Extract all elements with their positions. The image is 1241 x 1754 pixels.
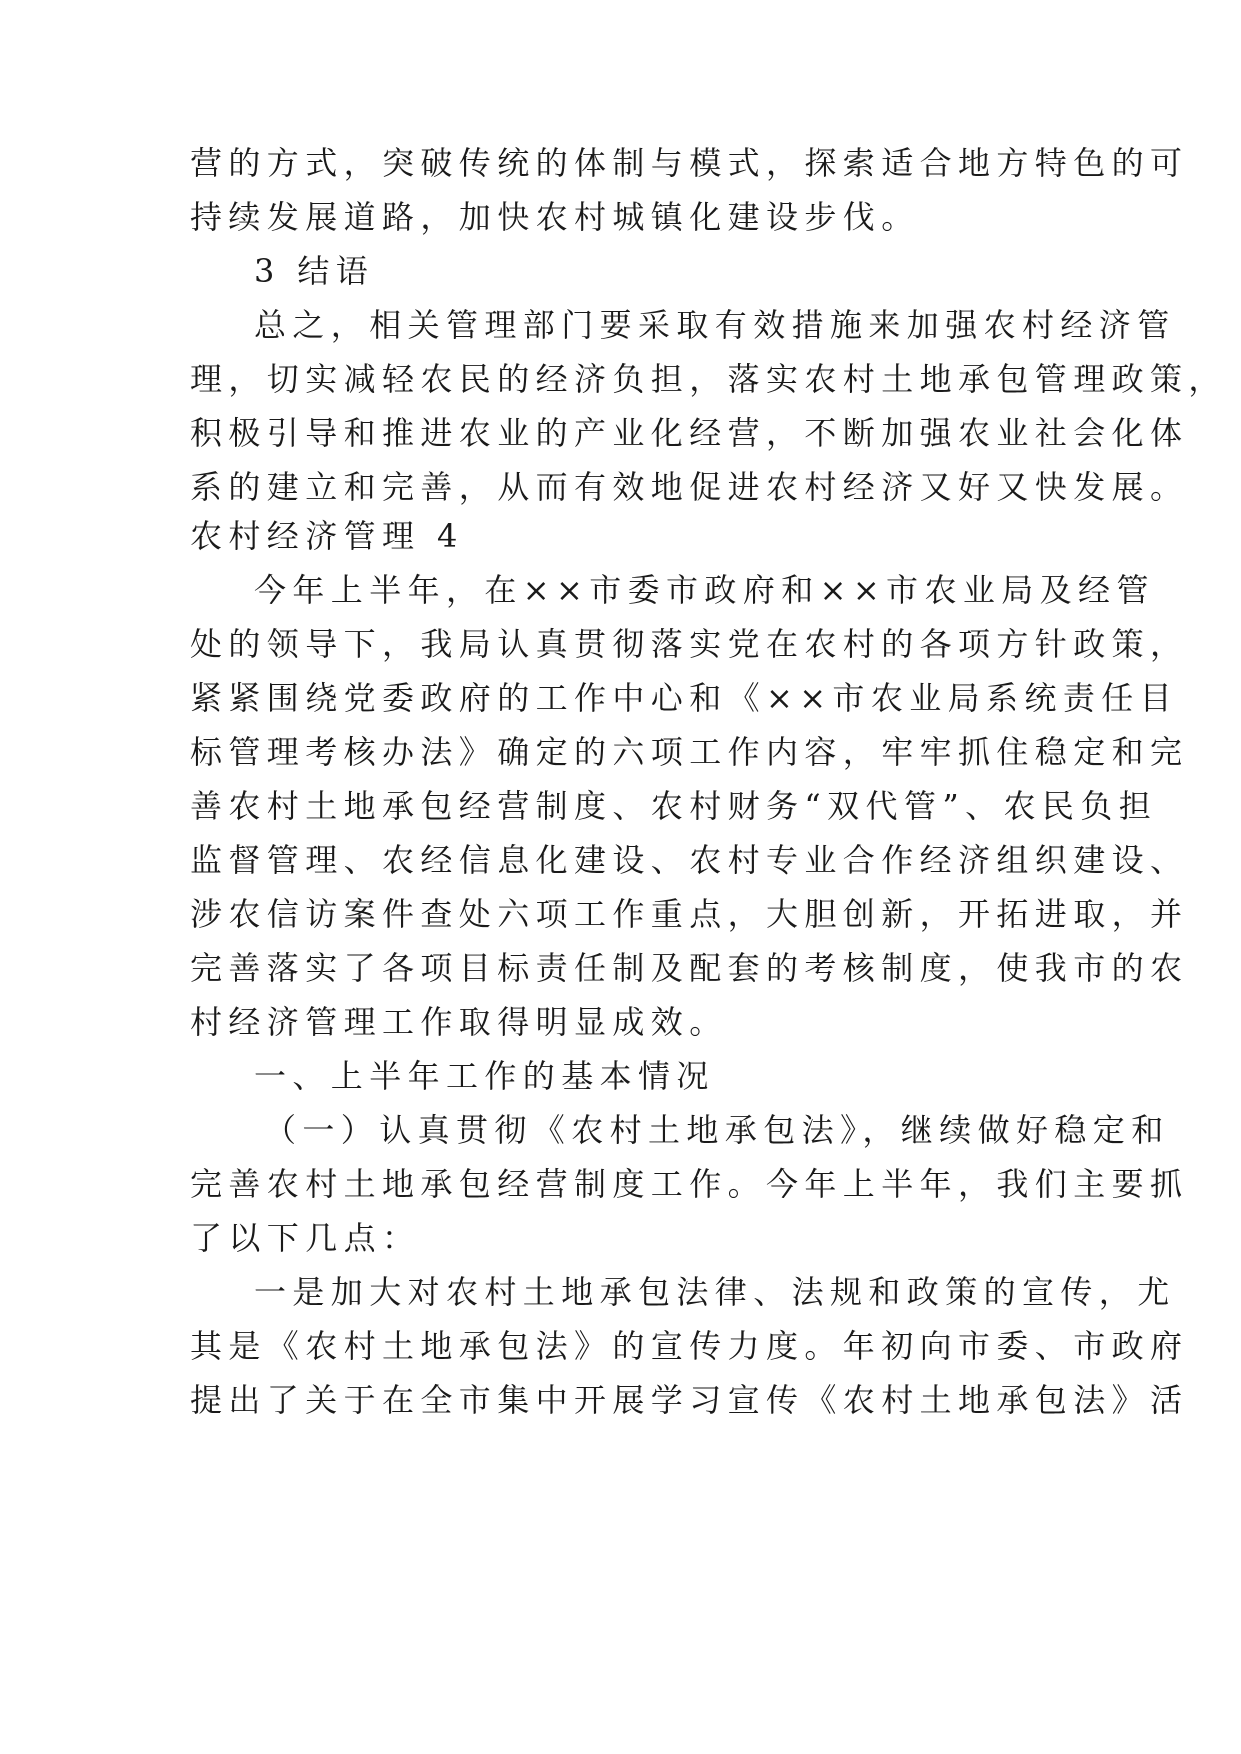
paragraph-line: 今年上半年，在××市委市政府和××市农业局及经管: [254, 571, 1155, 609]
section-heading: 3 结语: [254, 252, 375, 290]
paragraph-line: 理，切实减轻农民的经济负担，落实农村土地承包管理政策，: [190, 360, 1227, 398]
paragraph-line: 标管理考核办法》确定的六项工作内容，牢牢抓住稳定和完: [190, 733, 1189, 771]
paragraph-line: 善农村土地承包经营制度、农村财务“双代管”、农民负担: [190, 787, 1158, 825]
article-title: 农村经济管理 4: [190, 517, 464, 555]
paragraph-line: 监督管理、农经信息化建设、农村专业合作经济组织建设、: [190, 841, 1189, 879]
paragraph-line: 紧紧围绕党委政府的工作中心和《××市农业局系统责任目: [190, 679, 1179, 717]
paragraph-line: 一是加大对农村土地承包法律、法规和政策的宣传，尤: [254, 1273, 1176, 1311]
paragraph-line: 村经济管理工作取得明显成效。: [190, 1003, 728, 1041]
paragraph-line: 完善农村土地承包经营制度工作。今年上半年，我们主要抓: [190, 1165, 1189, 1203]
section-heading: 一、上半年工作的基本情况: [254, 1057, 715, 1095]
paragraph-line: 持续发展道路，加快农村城镇化建设步伐。: [190, 198, 920, 236]
paragraph-line: 营的方式，突破传统的体制与模式，探索适合地方特色的可: [190, 144, 1189, 182]
paragraph-line: 了以下几点：: [190, 1219, 421, 1257]
paragraph-line: 完善落实了各项目标责任制及配套的考核制度，使我市的农: [190, 949, 1189, 987]
paragraph-line: 处的领导下，我局认真贯彻落实党在农村的各项方针政策，: [190, 625, 1189, 663]
paragraph-line: 系的建立和完善，从而有效地促进农村经济又好又快发展。: [190, 468, 1189, 506]
paragraph-line: 提出了关于在全市集中开展学习宣传《农村土地承包法》活: [190, 1381, 1189, 1419]
paragraph-line: 涉农信访案件查处六项工作重点，大胆创新，开拓进取，并: [190, 895, 1189, 933]
paragraph-line: 总之，相关管理部门要采取有效措施来加强农村经济管: [254, 306, 1176, 344]
paragraph-line: 其是《农村土地承包法》的宣传力度。年初向市委、市政府: [190, 1327, 1189, 1365]
paragraph-line: 积极引导和推进农业的产业化经营，不断加强农业社会化体: [190, 414, 1189, 452]
subsection-heading: （一）认真贯彻《农村土地承包法》，继续做好稳定和: [264, 1111, 1170, 1149]
